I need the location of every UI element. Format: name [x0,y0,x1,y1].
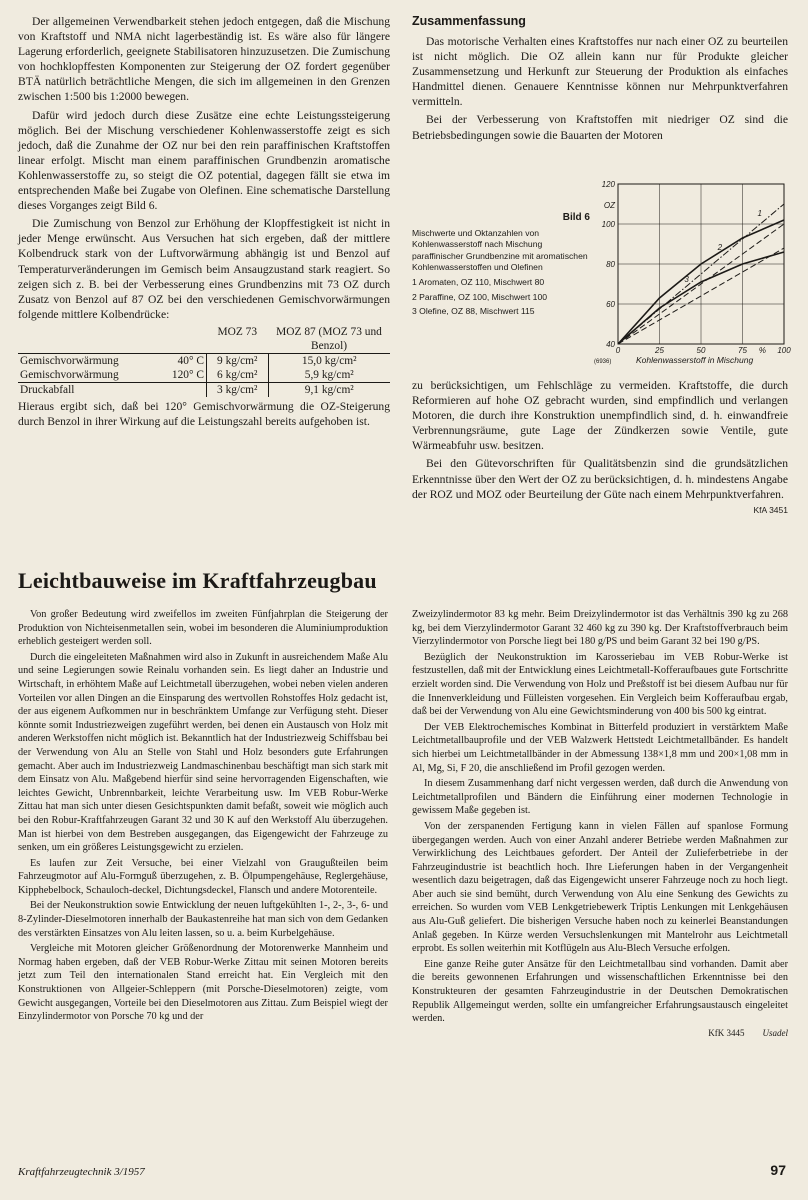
paragraph: Zweizylindermotor 83 kg mehr. Beim Dreizylindermotor ist das Verhältnis 390 kg zu 268 kg, bei dem Vierzylindermotor Garant 32 460 kg zu 390 kg. Der Kraftstoffverbrauch beim Vierzylindermotor von Porsche liegt bei 180 g/PS und beim Garant 32 bei 190 g/PS. [412,609,788,648]
article-code: KfK 3445 [708,1027,745,1038]
legend-item: 3 Olefine, OZ 88, Mischwert 115 [412,306,535,317]
table-row [18,353,390,368]
paragraph: Das motorische Verhalten eines Kraftstoffes nur nach einer OZ zu beurteilen ist nicht möglich. Die OZ allein kann nur für Produkte gleicher Zusammensetzung und Herkunft zur Steuerung der Produktion als einfaches Handmittel dienen. Genauere Kenntnisse können nur Mehrpunktverfahren vermitteln. [412,35,788,109]
figure-legend [412,277,590,318]
top-left-column [18,14,390,432]
table-cell [157,382,207,397]
article-signature [412,1028,788,1038]
series-label: 2 [717,243,723,252]
table-cell: 9 kg/cm² [207,353,269,368]
legend-item: 1 Aromaten, OZ 110, Mischwert 80 [412,276,545,287]
paragraph: Es laufen zur Zeit Versuche, bei einer Vielzahl von Graugußteilen beim Fahrzeugmotor auf Alu-Formguß überzugehen, z. B. Ölpumpengehäuse, Reglergehäuse, Kipphebelbock, Schauloch-deckel, Dichtungsdeckel, Flansch und andere Motorenteile. [18,857,388,896]
figure-title: Bild 6 [562,212,590,223]
series-label: 3 [684,275,689,284]
paragraph: Bezüglich der Neukonstruktion im Karosseriebau im VEB Robur-Werke ist festzustellen, daß mit der Entwicklung eines Leichtmetall-Kofferaufbaues gute Fortschritte erzielt worden sind. Die Verwendung von Holz und Preßstoff ist bei diesem Aufbau nur für die Innenverkleidung und Fülleisten vorgesehen. Ein Vergleich beim Kofferaufbau ergab, daß bei der Verwendung von Alu eine Gewichtsminderung von 400 bis 500 kg eintrat. [412,651,788,718]
x-tick-label: 75 [738,346,747,355]
figure-badge: (6936) [594,359,612,365]
y-axis-label: OZ [603,201,615,210]
author-name: Usadel [762,1027,788,1038]
section-heading: Zusammenfassung [412,14,526,28]
article-right-column [412,608,788,1038]
x-tick-label: 100 [777,346,791,355]
table-row [18,382,390,397]
y-tick-label: 120 [601,180,615,189]
paragraph: Dafür wird jedoch durch diese Zusätze eine echte Leistungssteigerung möglich. Bei der Mischung verschiedener Kohlenwasserstoffe zeigt es sich jedoch, daß die Zunahme der OZ nur bei den rein paraffinischen Kraftstoffen linear erfolgt. Mischt man einem paraffinischen Grundbenzin aromatische Kohlenwasserstoffe zu, so steigt die OZ potential, dagegen fällt sie etwa im entsprechenden Maße bei Zugabe von Olefinen. Eine schematische Darstellung dieses Vorganges zeigt Bild 6. [18,108,390,213]
table-cell: 3 kg/cm² [207,382,269,397]
percent-label: % [758,346,766,355]
table-cell: 9,1 kg/cm² [268,382,390,397]
table-cell: Druckabfall [18,382,157,397]
paragraph: Der VEB Elektrochemisches Kombinat in Bitterfeld produziert in verstärktem Maße Leichtmetallbauprofile und der VEB Walzwerk Hettstedt Leichtmetallbänder. Es handelt sich hierbei um Leichtmetallbänder in der Abmessung 138×1,8 mm und 200×1,08 mm in Al, Mg, Si, F 20, die anschließend im Profil gezogen werden. [412,721,788,774]
table-cell: Gemischvorwärmung [20,368,119,381]
paragraph: zu berücksichtigen, um Fehlschläge zu vermeiden. Kraftstoffe, die durch Reformieren auf hohe OZ gebracht wurden, sind empfindlich und verlangen Motoren, die durch ihre Konstruktion unempfindlich sind, d. h. einwandfreie Verbrennungsräume, gute Lage der Zündkerzen sowie Ventile, gute Wärmeabfuhr usw. besitzen. [412,379,788,453]
paragraph: Der allgemeinen Verwendbarkeit stehen jedoch entgegen, daß die Mischung von Kraftstoff und NMA nicht lagerbeständig ist. Es wäre also für längere Lagerung erforderlich, geeignete Stabilisatoren hinzuzusetzen. Die Zumischung von hochklopffesten Komponenten zur Steigerung der OZ fordert gegenüber BTÄ natürlich beträchtliche Mengen, die sich im allgemeinen in den Grenzen zwischen 1:500 bis 1:2000 bewegen. [18,15,390,104]
article-title: Leichtbauweise im Kraftfahrzeugbau [18,568,377,593]
paragraph: Hieraus ergibt sich, daß bei 120° Gemischvorwärmung die OZ-Steigerung durch Benzol in ihrer Wirkung auf die Leistungszahl bereits aufgehoben ist. [18,399,390,428]
paragraph: Bei den Gütevorschriften für Qualitätsbenzin sind die grundsätzlichen Erkenntnisse über den Wert der OZ zu berücksichtigen, d. h. mindestens Angabe der ROZ und MOZ oder Beurteilung der Güte nach einem Mehrpunktverfahren. [412,457,788,501]
x-tick-label: 50 [696,346,706,355]
table-cell: 15,0 kg/cm² [268,353,390,368]
page-number: 97 [770,1162,786,1178]
x-tick-label: 25 [655,346,664,355]
table-cell: 120° C [171,368,204,381]
y-tick-label: 80 [606,260,615,269]
figure-caption [412,212,590,321]
paragraph: Von großer Bedeutung wird zweifellos im zweiten Fünfjahrplan die Steigerung der Produktion von Nichteisenmetallen sein, wobei im besonderen die Aluminiumproduktion erheblich gesteigert werden soll. [18,609,388,648]
paragraph: Vergleiche mit Motoren gleicher Größenordnung der Motorenwerke Mannheim und Normag haben ergeben, daß der VEB Robur-Werke Zittau mit seinen Motoren bereits jetzt zum Teil den internationalen Stand erreicht hat. Ein Vergleich mit den Konstruktionen von Allgeier-Schleppern (mit Porsche-Dieselmotoren) zeigte, vom Gewicht ausgegangen, Vorteile bei den Dieselmotoren aus Zittau. Zum Beispiel wiegt der Einzylindermotor von Porsche 70 kg und der [18,943,388,1023]
journal-footer: Kraftfahrzeugtechnik 3/1957 [18,1166,145,1178]
pressure-table [18,325,390,397]
y-tick-label: 60 [606,300,615,309]
table-cell: 5,9 kg/cm² [268,368,390,383]
paragraph: Durch die eingeleiteten Maßnahmen wird also in Zukunft in ausreichendem Maße Alu und seine Legierungen sowie Reinalu vorhanden sein. Es liegt daher an Industrie und Wirtschaft, in erhöhtem Maße auf Leichtmetall überzugehen, wobei neben vielen anderen Vorteilen vor allen Dingen an die Einsparung des wertvollen Rohstoffes Holz gedacht ist, der aus eigenem Aufkommen nur in beschränktem Umfange zur Verfügung steht. Dieser könnte somit Industriezweigen zugeführt werden, bei denen ein Austausch von Holz mit anderen Werkstoffen nicht möglich ist. Bekanntlich hat der Industriezweig Schiffsbau bei der Verwendung von Alu an Stelle von Stahl und Holz besonders gute Erfahrungen gemacht. Aber auch im Industriezweig Landmaschinenbau beschäftigt man sich stark mit dem Einsatz von Alu. Maßgebend hierfür sind seine hervorragenden Eigenschaften, wie leichtes Gewicht, Unbrennbarkeit, leichte Verarbeitung usw. Im VEB Robur-Werke Zittau hat man sich unter diesen Gesichtspunkten damit befaßt, soweit wie möglich auch bei den Robur-Kraftfahrzeugen Garant 32 und 30 K auf den Werkstoff Alu überzugehen. Man ist hierbei von dem Bestreben ausgegangen, das Eigengewicht der Fahrzeuge zu senken, um ein größeres Leistungsgewicht zu erzielen. [18,651,388,854]
table-cell: 6 kg/cm² [207,368,269,383]
top-right-column-continued [412,378,788,515]
paragraph: Bei der Verbesserung von Kraftstoffen mit niedriger OZ sind die Betriebsbedingungen sowie die Bauarten der Motoren [412,113,788,142]
paragraph: Die Zumischung von Benzol zur Erhöhung der Klopffestigkeit ist nicht in jeder Menge erwünscht. Aus Versuchen hat sich ergeben, daß der mittlere Kolbendruck stark von der Luftvorwärmung abhängig ist und Benzol auf Temperaturveränderungen im Gemisch beim Ansaugzustand stark reagiert. So zeigen sich z. B. bei der Verbesserung eines Grundbenzins mit 73 OZ durch Zusatz von Benzol auf 87 OZ bei den verschiedenen Gemischvorwärmungen folgende mittlere Kolbendrücke: [18,217,390,321]
x-tick-label: 0 [615,346,621,355]
article-left-column [18,608,388,1026]
article-code: KfA 3451 [753,504,788,515]
paragraph: Von der zerspanenden Fertigung kann in vielen Fällen auf spanlose Formung übergegangen werden. Auch von einer Anzahl anderer Betriebe werden Maßnahmen zur Verwirklichung des Leichtbaues gefordert. Der Anteil der Zulieferbetriebe in der Fahrzeugindustrie ist beachtlich hoch. Ihre Lieferungen haben in der Vergangenheit wesentlich dazu beigetragen, daß das Eigengewicht unserer Fahrzeuge noch zu hoch liegt. Aber auch sie sind bemüht, durch Verwendung von Alu eine Senkung des Gewichts zu erreichen. So wurden vom VEB Lenkgetriebewerk Triptis Lenkungen mit Lenkgehäusen aus Alu-Guß geliefert. Die bisherigen Versuche haben noch zu keinerlei Beanstandungen Anlaß gegeben. In Kürze werden Versuchslenkungen mit Mantelrohr aus Leichtmetall erprobt. Es sollen weiterhin mit Kotflügeln aus Alu-Blech Versuche erfolgen. [412,820,788,955]
y-tick-label: 40 [606,340,615,349]
paragraph: Eine ganze Reihe guter Ansätze für den Leichtmetallbau sind vorhanden. Damit aber die bereits gewonnenen Erfahrungen und wissenschaftlichen Erkenntnisse bei den Konstrukteuren der gesamten Fahrzeugindustrie in der Deutschen Demokratischen Republik Allgemeingut werden, sollte ein umfangreicher Erfahrungsaustausch eingeleitet werden. [412,958,788,1025]
table-cell: 40° C [157,353,207,368]
series-label: 1 [757,209,762,218]
table-row [18,368,390,383]
table-cell: Gemischvorwärmung [18,353,157,368]
table-header: MOZ 73 [217,325,258,338]
paragraph: In diesem Zusammenhang darf nicht vergessen werden, daß durch die Anwendung von Leichtmetallprofilen und Bändern die Einführung einer modernen Technologie in gewissem Maße gegeben ist. [412,778,788,817]
octane-chart [592,176,792,366]
figure-caption-text: Mischwerte und Oktanzahlen von Kohlenwasserstoff nach Mischung paraffinischer Grundbenzine mit aromatischen Kohlenwasserstoffen und Olefinen [412,227,588,273]
legend-item: 2 Paraffine, OZ 100, Mischwert 100 [412,291,548,302]
top-right-column [412,14,788,146]
x-axis-label: Kohlenwasserstoff in Mischung [636,355,754,365]
paragraph: Bei der Neukonstruktion sowie Entwicklung der neuen luftgekühlten 1-, 2-, 3-, 6- und 8-Zylinder-Dieselmotoren innerhalb der Baukastenreihe hat man sich von dem Gedanken des verstärkten Einsatzes von Alu leiten lassen, so u. a. beim Kurbelgehäuse. [18,900,388,939]
table-header: MOZ 87 (MOZ 73 und Benzol) [276,325,382,352]
y-tick-label: 100 [601,220,615,229]
table-header-row [18,325,390,354]
